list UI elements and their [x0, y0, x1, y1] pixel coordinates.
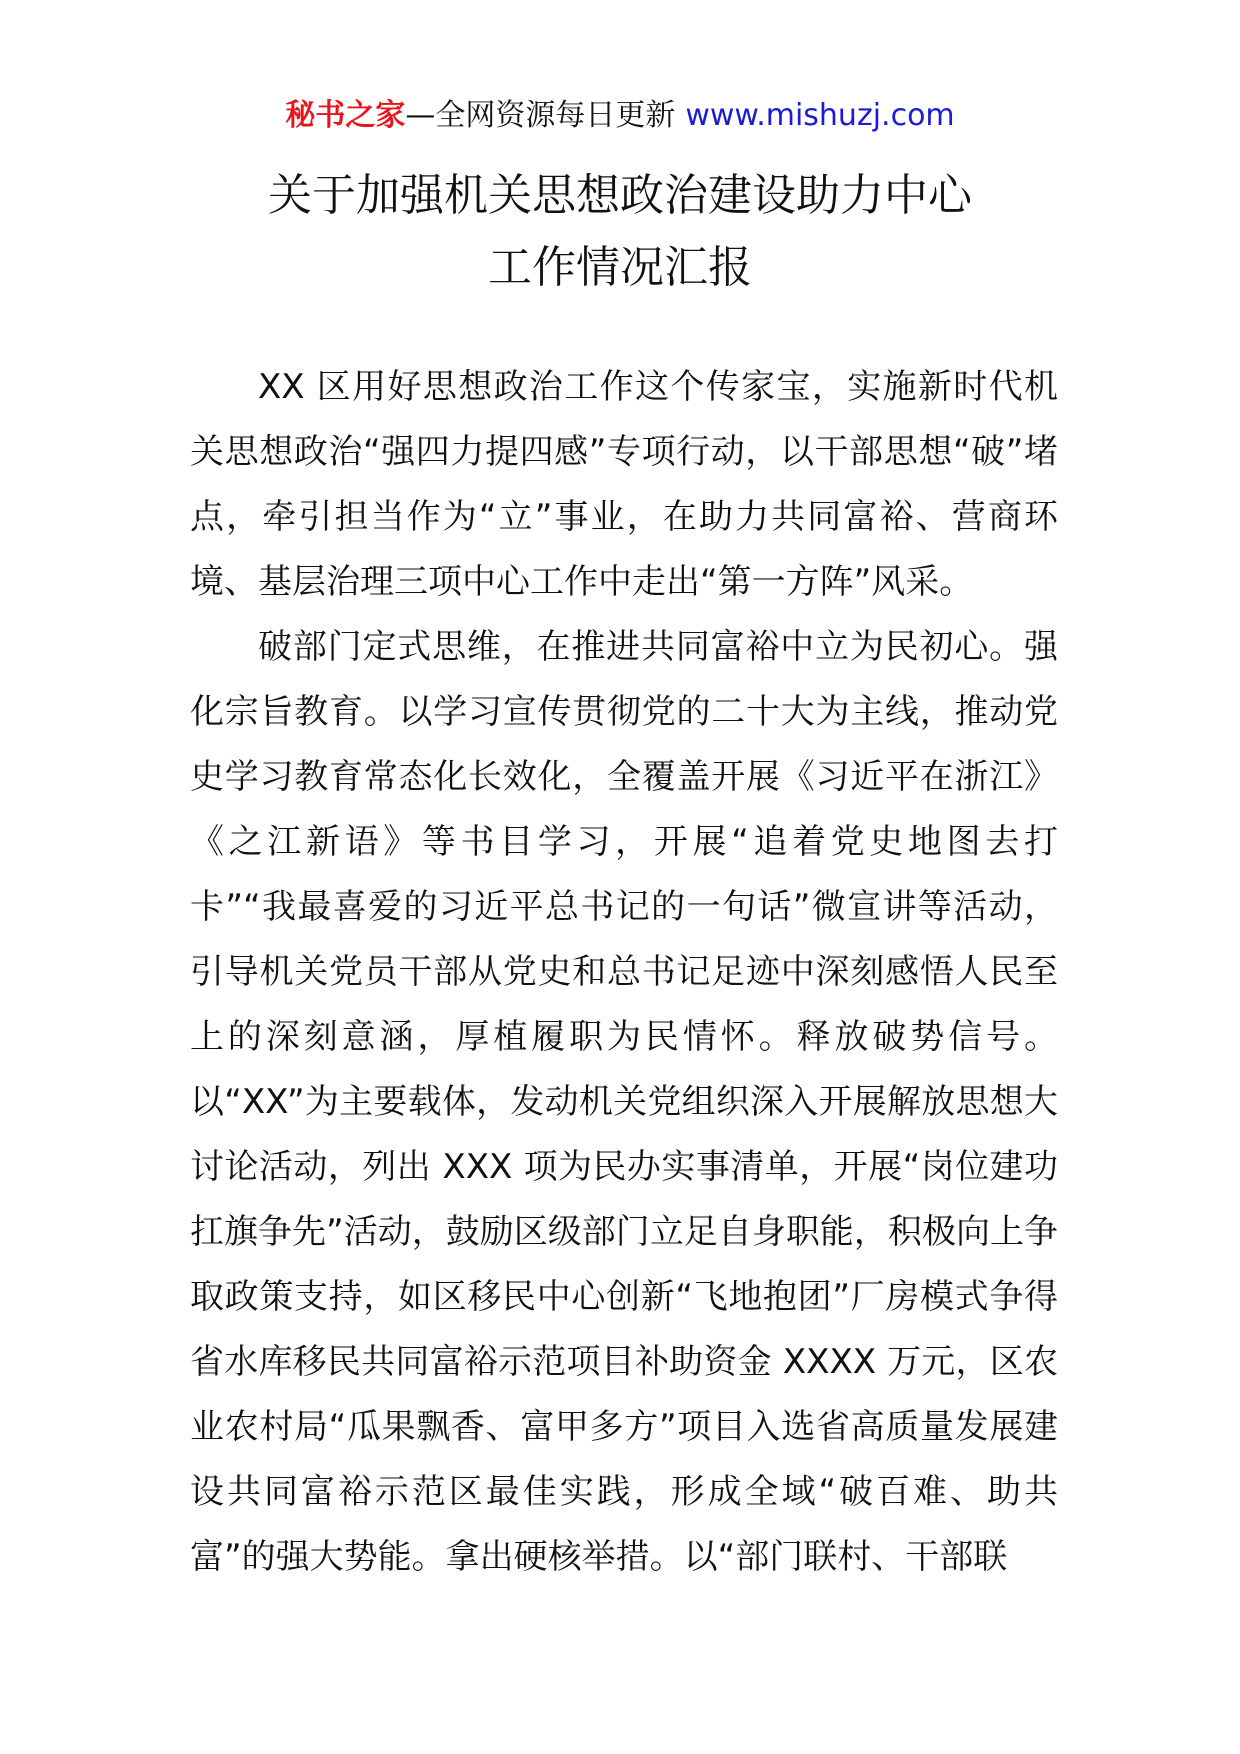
- paragraph-1: XX 区用好思想政治工作这个传家宝，实施新时代机关思想政治“强四力提四感”专项行动，以干部思想“破”堵点，牵引担当作为“立”事业，在助力共同富裕、营商环境、基层治理三项中心工作中走出“第一方阵”风采。: [190, 367, 1058, 602]
- title-line-2: 工作情况汇报: [488, 242, 752, 293]
- site-url-link[interactable]: www.mishuzj.com: [685, 98, 955, 133]
- document-title: [0, 160, 1240, 304]
- paragraph-2: 破部门定式思维，在推进共同富裕中立为民初心。强化宗旨教育。以学习宣传贯彻党的二十大为主线，推动党史学习教育常态化长效化，全覆盖开展《习近平在浙江》《之江新语》等书目学习，开展“追着党史地图去打卡”“我最喜爱的习近平总书记的一句话”微宣讲等活动，引导机关党员干部从党史和总书记足迹中深刻感悟人民至上的深刻意涵，厚植履职为民情怀。释放破势信号。以“XX”为主要载体，发动机关党组织深入开展解放思想大讨论活动，列出 XXX 项为民办实事清单，开展“岗位建功扛旗争先”活动，鼓励区级部门立足自身职能，积极向上争取政策支持，如区移民中心创新“飞地抱团”厂房模式争得省水库移民共同富裕示范项目补助资金 XXXX 万元，区农业农村局“瓜果飘香、富甲多方”项目入选省高质量发展建设共同富裕示范区最佳实践，形成全域“破百难、助共富”的强大势能。拿出硬核举措。以“部门联村、干部联: [190, 627, 1058, 1577]
- document-body: [190, 355, 1058, 1590]
- title-line-1: 关于加强机关思想政治建设助力中心: [268, 170, 972, 221]
- site-header: [0, 96, 1240, 136]
- site-tagline: —全网资源每日更新: [405, 98, 676, 133]
- site-brand: 秘书之家: [285, 98, 406, 133]
